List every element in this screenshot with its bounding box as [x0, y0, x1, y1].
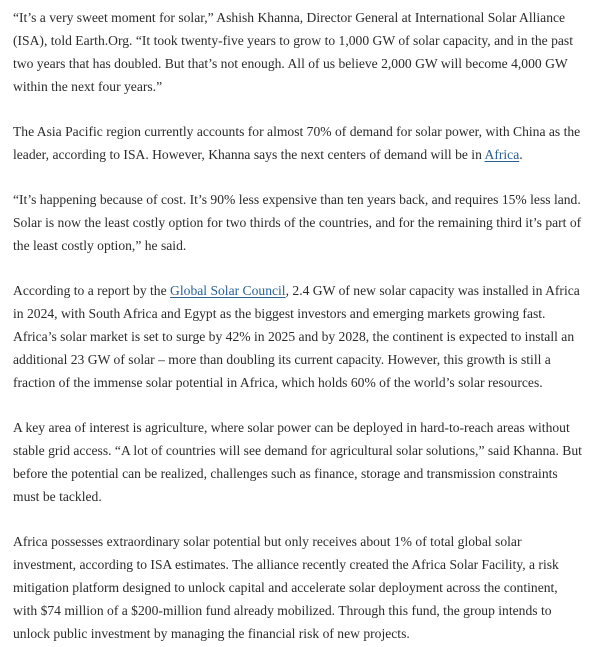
- paragraph-text: “It’s a very sweet moment for solar,” Ashish Khanna, Director General at International Solar Alliance (ISA), told Earth.Org. “It took twenty-five years to grow to 1,000 GW of solar capacity, and in the past two years that has doubled. But that’s not enough. All of us believe 2,000 GW will become 4,000 GW within the next four years.”: [13, 10, 573, 94]
- global-solar-council-link[interactable]: Global Solar Council: [170, 283, 286, 298]
- paragraph-khanna-quote: [13, 6, 585, 98]
- paragraph-asia-pacific: [13, 120, 585, 166]
- paragraph-text-after: , 2.4 GW of new solar capacity was installed in Africa in 2024, with South Africa and Egypt as the biggest investors and emerging markets growing fast. Africa’s solar market is set to surge by 42% in 2025 and by 2028, the continent is expected to install an additional 23 GW of solar – more than doubling its current capacity. However, this growth is still a fraction of the immense solar potential in Africa, which holds 60% of the world’s solar resources.: [13, 283, 580, 390]
- paragraph-text-before: According to a report by the: [13, 283, 171, 298]
- africa-link[interactable]: Africa: [484, 147, 520, 162]
- paragraph-text-after: .: [519, 147, 523, 162]
- paragraph-global-solar-council: [13, 279, 585, 394]
- paragraph-agriculture: [13, 416, 585, 508]
- paragraph-africa-solar-facility: [13, 530, 585, 645]
- paragraph-text: “It’s happening because of cost. It’s 90% less expensive than ten years back, and requires 15% less land. Solar is now the least costly option for two thirds of the countries, and for the remaining third it’s part of the least costly option,” he said.: [13, 192, 582, 253]
- paragraph-text: Africa possesses extraordinary solar potential but only receives about 1% of total global solar investment, according to ISA estimates. The alliance recently created the Africa Solar Facility, a risk mitigation platform designed to unlock capital and accelerate solar deployment across the continent, with $74 million of a $200-million fund already mobilized. Through this fund, the group intends to unlock public investment by managing the financial risk of new projects.: [13, 534, 559, 641]
- paragraph-text-before: The Asia Pacific region currently accounts for almost 70% of demand for solar power, with China as the leader, according to ISA. However, Khanna says the next centers of demand will be in: [13, 124, 581, 162]
- paragraph-cost-quote: [13, 188, 585, 257]
- paragraph-text: A key area of interest is agriculture, where solar power can be deployed in hard-to-reach areas without stable grid access. “A lot of countries will see demand for agricultural solar solutions,” said Khanna. But before the potential can be realized, challenges such as finance, storage and transmission constraints must be tackled.: [13, 420, 582, 504]
